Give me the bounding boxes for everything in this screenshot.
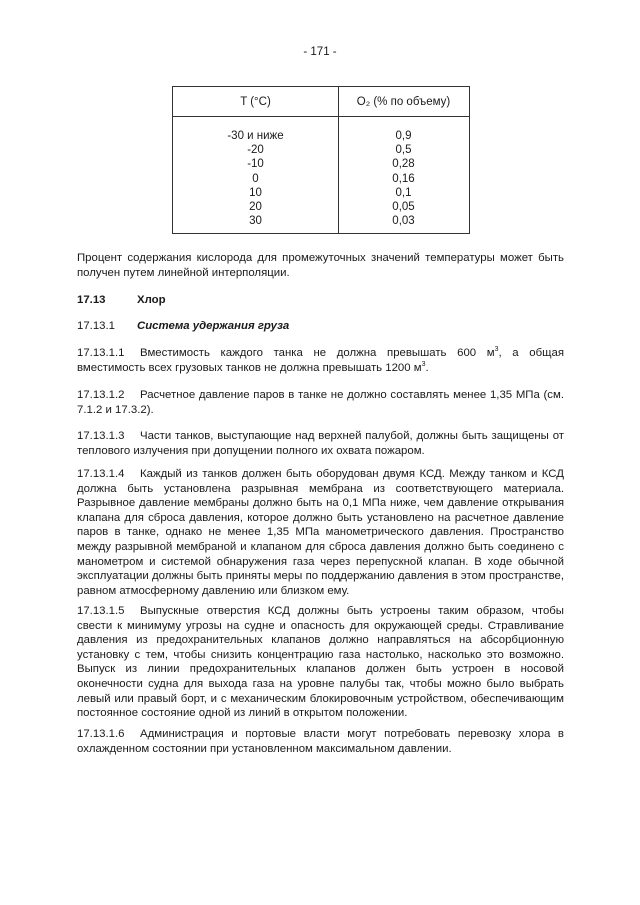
table-cell: 20 <box>249 201 262 214</box>
oxygen-column <box>338 129 469 228</box>
superscript: 3 <box>494 346 499 354</box>
subsection-heading <box>77 319 290 334</box>
paragraph-number: 17.13.1.5 <box>77 605 125 617</box>
paragraph-text: Администрация и портовые власти могут потребовать перевозку хлора в охлажденном состоянии при установленном максимальном давлении. <box>77 728 564 755</box>
table-cell: 0,1 <box>395 186 412 199</box>
table-cell: -10 <box>247 158 264 171</box>
paragraph-17-13-1-5 <box>77 604 564 721</box>
table-cell: 0,28 <box>392 158 415 171</box>
paragraph-number: 17.13.1.3 <box>77 430 125 442</box>
paragraph-number: 17.13.1.2 <box>77 389 125 401</box>
section-number: 17.13 <box>77 294 106 306</box>
table-cell: 0,5 <box>395 144 412 157</box>
oxygen-temperature-table <box>172 86 470 234</box>
table-cell: 0,9 <box>395 130 412 142</box>
paragraph-number: 17.13.1.6 <box>77 728 125 740</box>
superscript: 3 <box>421 360 426 368</box>
temperature-column <box>173 129 338 228</box>
table-header-oxygen: O₂ (% по объему) <box>356 96 451 108</box>
section-heading <box>77 293 166 308</box>
paragraph-text: Каждый из танков должен быть оборудован двумя КСД. Между танком и КСД должна быть установлена разрывная мембрана из соответствующего материала. Разрывное давление мембраны должно быть на 0,1 МПа ниже, чем давление открывания клапана для сброса давления, которое должно быть установлено на расчетное давление паров в танке, однако не менее 1,35 МПа манометрического давления. Пространство между разрывной мембраной и клапаном для сброса давления должно быть соединено с манометром и системой обнаружения газа через перепускной клапан. В ходе обычной эксплуатации должны быть приняты меры по поддержанию давления в этом пространстве, равном атмосферному давлению или близком ему. <box>77 468 564 597</box>
paragraph-text: Выпускные отверстия КСД должны быть устроены таким образом, чтобы свести к минимуму угрозы на судне и опасность для окружающей среды. Стравливание давления из предохранительных клапанов должно направляться на абсорбционную установку с тем, чтобы снизить концентрацию газа настолько, насколько это возможно. Выпуск из линии предохранительных клапанов должен быть устроен в носовой оконечности судна для выхода газа на уровне палубы так, чтобы можно было выбрать левый или правый борт, и с механическим блокировочным устройством, обеспечивающим постоянное состояние одной из линий в открытом положении. <box>77 605 564 720</box>
paragraph-number: 17.13.1.1 <box>77 347 125 359</box>
paragraph-text: Части танков, выступающие над верхней палубой, должны быть защищены от теплового излучения при допущении полного их охвата пожаром. <box>77 430 564 457</box>
paragraph-text: Вместимость каждого танка не должна превышать 600 м <box>140 347 495 359</box>
table-cell: 0,05 <box>392 201 415 214</box>
table-cell: 0,03 <box>392 215 415 228</box>
interpolation-note: Процент содержания кислорода для промежуточных значений температуры может быть получен путем линейной интерполяции. <box>77 252 564 279</box>
page-number: - 171 - <box>303 46 337 58</box>
subsection-title: Система удержания груза <box>137 320 290 332</box>
paragraph-17-13-1-6 <box>77 727 564 756</box>
table-header-temperature: T (°C) <box>240 96 271 108</box>
table-cell: 0,16 <box>392 172 415 185</box>
table-cell: -20 <box>247 144 264 157</box>
paragraph-text: Расчетное давление паров в танке не должно составлять менее 1,35 МПа (см. 7.1.2 и 17.3.2). <box>77 389 564 416</box>
section-title: Хлор <box>137 294 166 306</box>
table-cell: 10 <box>249 186 262 199</box>
paragraph-17-13-1-1 <box>77 346 564 375</box>
paragraph-number: 17.13.1.4 <box>77 468 125 480</box>
table-cell: 30 <box>249 215 262 228</box>
subsection-number: 17.13.1 <box>77 320 116 332</box>
paragraph-text: , а общая вместимость всех грузовых танков не должна превышать 1200 м <box>77 347 564 374</box>
paragraph-text: . <box>425 361 429 374</box>
paragraph-17-13-1-3 <box>77 429 564 458</box>
table-cell: 0 <box>252 172 259 185</box>
table-header-divider <box>173 116 469 117</box>
paragraph-17-13-1-4 <box>77 467 564 598</box>
table-cell: -30 и ниже <box>227 130 284 142</box>
paragraph-17-13-1-2 <box>77 388 564 417</box>
